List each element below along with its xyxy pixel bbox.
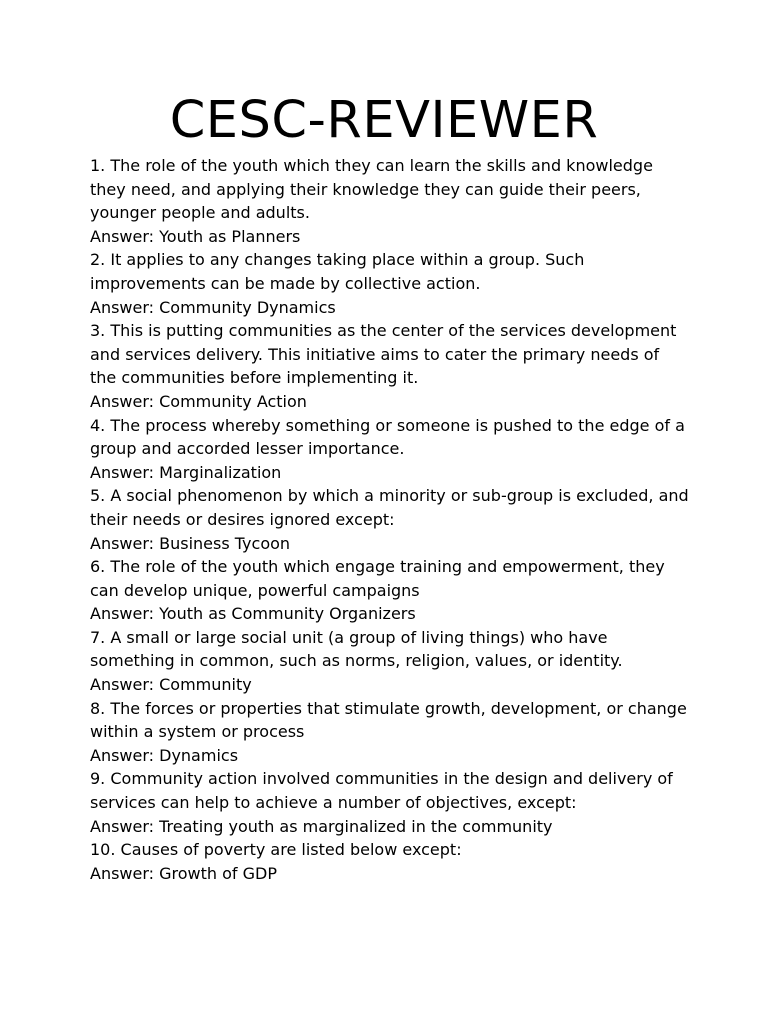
list-item [90,154,690,248]
answer-text: Answer: Community [90,675,252,695]
question-text: 8. The forces or properties that stimulate growth, development, or change within a system or process [90,698,687,742]
question-text: 5. A social phenomenon by which a minority or sub-group is excluded, and their needs or desires ignored except: [90,486,689,529]
question-text: 4. The process whereby something or someone is pushed to the edge of a group and accorded lesser importance. [90,415,685,459]
list-item [90,414,690,485]
list-item [90,697,690,768]
list-item [90,838,690,885]
list-item [90,248,690,319]
question-text: 2. It applies to any changes taking place within a group. Such improvements can be made by collective action. [90,250,585,293]
question-text: 1. The role of the youth which they can learn the skills and knowledge they need, and applying their knowledge they can guide their peers, younger people and adults. [90,156,653,223]
answer-text: Answer: Community Action [90,391,307,411]
question-text: 9. Community action involved communities in the design and delivery of services can help to achieve a number of objectives, except: [90,769,673,813]
question-text: 3. This is putting communities as the center of the services development and services delivery. This initiative aims to cater the primary needs of the communities before implementing it. [90,321,677,388]
answer-text: Answer: Treating youth as marginalized in the community [90,816,553,836]
question-text: 10. Causes of poverty are listed below except: [90,840,462,860]
answer-text: Answer: Marginalization [90,462,282,482]
answer-text: Answer: Business Tycoon [90,533,291,553]
answer-text: Answer: Community Dynamics [90,297,336,317]
page-title: CESC-REVIEWER [169,91,599,150]
list-item [90,767,690,838]
list-item [90,626,690,697]
answer-text: Answer: Youth as Community Organizers [90,604,416,624]
question-text: 6. The role of the youth which engage training and empowerment, they can develop unique, powerful campaigns [90,557,665,600]
answer-text: Answer: Dynamics [90,745,239,765]
answer-text: Answer: Youth as Planners [90,226,301,246]
list-item [90,319,690,413]
list-item [90,555,690,626]
list-item [90,484,690,555]
question-answer-list [90,154,690,885]
answer-text: Answer: Growth of GDP [90,863,277,883]
question-text: 7. A small or large social unit (a group of living things) who have something in common, such as norms, religion, values, or identity. [90,627,623,671]
